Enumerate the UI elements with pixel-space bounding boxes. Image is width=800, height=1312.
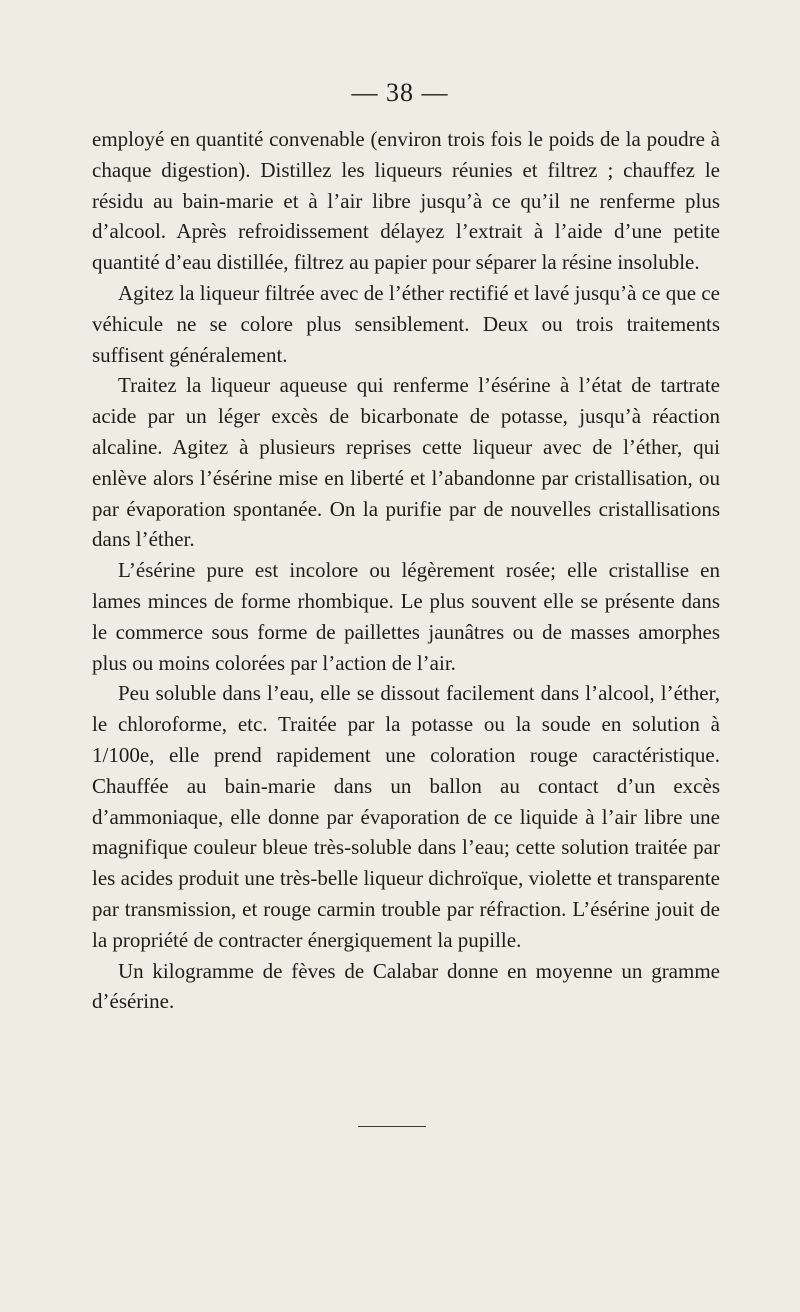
body-text — [92, 124, 720, 1017]
paragraph-yield: Un kilogramme de fèves de Calabar donne en moyenne un gramme d’ésérine. — [92, 958, 720, 1014]
paragraph-alkaline-treatment: Traitez la liqueur aqueuse qui renferme l’ésérine à l’état de tartrate acide par un léger excès de bicarbonate de potasse, jusqu’à réaction alcaline. Agitez à plusieurs reprises cette liqueur avec de l’éther, qui enlève alors l’ésérine mise en liberté et l’abandonne par cristallisation, ou par évaporation spontanée. On la purifie par de nouvelles cristallisations dans l’éther. — [92, 373, 720, 552]
page-number: — 38 — — [351, 78, 449, 107]
section-divider-rule — [358, 1126, 426, 1127]
paragraph-pure-eserine: L’ésérine pure est incolore ou légèrement rosée; elle cristallise en lames minces de forme rhombique. Le plus souvent elle se présente dans le commerce sous forme de paillettes jaunâtres ou de masses amorphes plus ou moins colorées par l’action de l’air. — [92, 558, 720, 675]
paragraph-ether-wash: Agitez la liqueur filtrée avec de l’éther rectifié et lavé jusqu’à ce que ce véhicule ne se colore plus sensiblement. Deux ou trois traitements suffisent généralement. — [92, 280, 720, 367]
paragraph-extraction: employé en quantité convenable (environ trois fois le poids de la poudre à chaque digestion). Distillez les liqueurs réunies et filtrez ; chauffez le résidu au bain-marie et à l’air libre jusqu’à ce qu’il ne renferme plus d’alcool. Après refroidissement délayez l’extrait à l’aide d’une petite quantité d’eau distillée, filtrez au papier pour séparer la résine insoluble. — [92, 127, 720, 275]
paragraph-solubility: Peu soluble dans l’eau, elle se dissout facilement dans l’alcool, l’éther, le chloroforme, etc. Traitée par la potasse ou la soude en solution à 1/100e, elle prend rapidement une coloration rouge caractéristique. Chauffée au bain-marie dans un ballon au contact d’un excès d’ammoniaque, elle donne par évaporation de ce liquide à l’air libre une magnifique couleur bleue très-soluble dans l’eau; cette solution traitée par les acides produit une très-belle liqueur dichroïque, violette et transparente par transmission, et rouge carmin trouble par réfraction. L’ésérine jouit de la propriété de contracter énergiquement la pupille. — [92, 681, 720, 952]
